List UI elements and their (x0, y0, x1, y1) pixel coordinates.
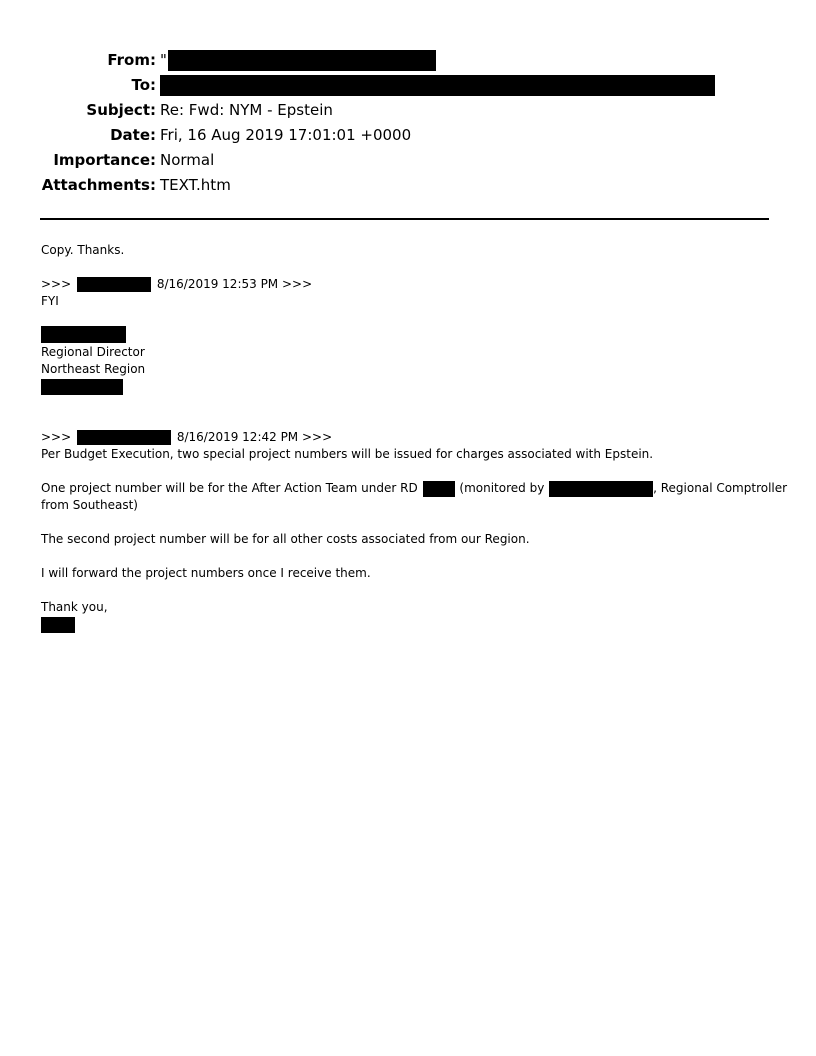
importance-row (0, 148, 816, 173)
fyi-text: FYI (41, 294, 59, 308)
forward-header-1 (41, 276, 312, 293)
signature-title: Regional Director (41, 345, 145, 359)
date-row (0, 123, 816, 148)
redaction-box (41, 379, 123, 395)
redaction-box (41, 617, 75, 633)
attachments-label: Attachments: (41, 176, 156, 194)
subject-value: Re: Fwd: NYM - Epstein (160, 101, 333, 119)
redaction-box (549, 481, 653, 497)
paragraph-2: One project number will be for the After Action Team under RD (monitored by , Regional Comptroller (41, 481, 788, 495)
from-row (0, 48, 816, 73)
redaction-box (168, 50, 436, 71)
date-value: Fri, 16 Aug 2019 17:01:01 +0000 (160, 126, 412, 144)
email-header (0, 48, 816, 198)
importance-label: Importance: (53, 151, 156, 169)
closing-text: Thank you, (41, 600, 108, 614)
paragraph-4: I will forward the project numbers once I receive them. (41, 566, 371, 580)
redaction-box (77, 430, 171, 445)
forward-marker: >>> (41, 430, 72, 444)
closing-signature (41, 616, 75, 633)
paragraph-2-cont: from Southeast) (41, 498, 138, 512)
from-label: From: (107, 51, 156, 69)
attachments-value[interactable]: TEXT.htm (160, 176, 231, 194)
subject-row (0, 98, 816, 123)
signature-region: Northeast Region (41, 362, 146, 376)
forward-marker: >>> (41, 277, 72, 291)
redaction-box (77, 277, 151, 292)
paragraph-3: The second project number will be for all other costs associated from our Region. (41, 532, 530, 546)
redaction-box (160, 75, 715, 96)
from-value: " (160, 51, 167, 69)
signature-extra (41, 378, 123, 395)
importance-value: Normal (160, 151, 215, 169)
forward-timestamp: 8/16/2019 12:42 PM >>> (176, 430, 333, 444)
paragraph-1: Per Budget Execution, two special project numbers will be issued for charges associated with Epstein. (41, 447, 654, 461)
forward-timestamp: 8/16/2019 12:53 PM >>> (156, 277, 313, 291)
reply-text: Copy. Thanks. (41, 243, 125, 257)
date-label: Date: (110, 126, 156, 144)
redaction-box (41, 326, 126, 343)
attachments-row (0, 173, 816, 198)
header-divider (40, 218, 769, 220)
signature-name (41, 326, 126, 343)
redaction-box (423, 481, 455, 497)
to-row (0, 73, 816, 98)
forward-header-2 (41, 429, 332, 446)
subject-label: Subject: (86, 101, 156, 119)
to-label: To: (131, 76, 156, 94)
